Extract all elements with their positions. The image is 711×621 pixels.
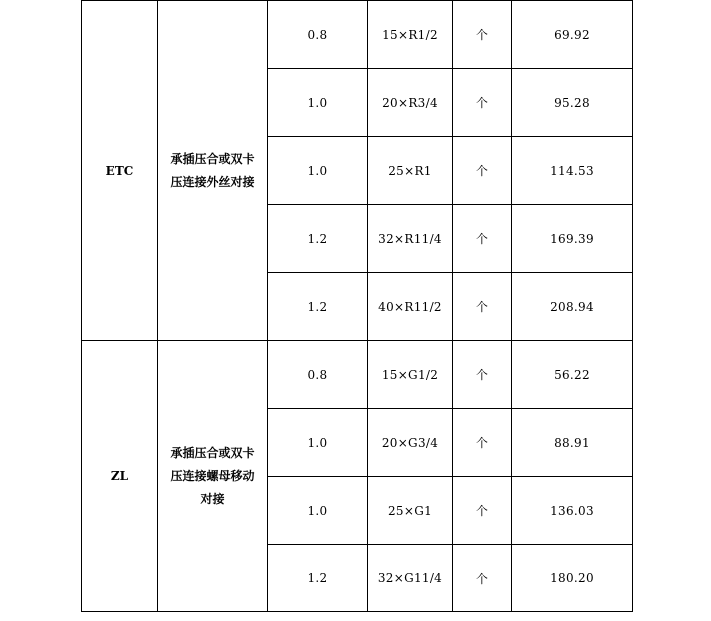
price-cell: 136.03 bbox=[512, 477, 633, 545]
price-cell: 95.28 bbox=[512, 69, 633, 137]
price-cell: 56.22 bbox=[512, 341, 633, 409]
table-row bbox=[82, 1, 633, 69]
thickness-cell: 1.0 bbox=[268, 69, 368, 137]
size-cell: 40×R11/2 bbox=[368, 273, 453, 341]
unit-cell: 个 bbox=[453, 409, 512, 477]
description-line: 对接 bbox=[200, 491, 225, 506]
thickness-cell: 1.0 bbox=[268, 409, 368, 477]
price-cell: 69.92 bbox=[512, 1, 633, 69]
thickness-cell: 1.0 bbox=[268, 137, 368, 205]
unit-cell: 个 bbox=[453, 69, 512, 137]
thickness-cell: 1.0 bbox=[268, 477, 368, 545]
description-cell bbox=[158, 341, 268, 612]
price-cell: 88.91 bbox=[512, 409, 633, 477]
thickness-cell: 1.2 bbox=[268, 205, 368, 273]
unit-cell: 个 bbox=[453, 341, 512, 409]
thickness-cell: 0.8 bbox=[268, 341, 368, 409]
price-table bbox=[81, 0, 633, 612]
unit-cell: 个 bbox=[453, 545, 512, 612]
price-cell: 180.20 bbox=[512, 545, 633, 612]
description-line: 承插压合或双卡 bbox=[170, 151, 255, 166]
size-cell: 25×G1 bbox=[368, 477, 453, 545]
size-cell: 15×G1/2 bbox=[368, 341, 453, 409]
price-cell: 208.94 bbox=[512, 273, 633, 341]
series-code-cell: ETC bbox=[82, 1, 158, 341]
size-cell: 20×G3/4 bbox=[368, 409, 453, 477]
description-line: 压连接外丝对接 bbox=[170, 174, 255, 189]
description-line: 承插压合或双卡 bbox=[170, 445, 255, 460]
series-code-cell: ZL bbox=[82, 341, 158, 612]
price-cell: 114.53 bbox=[512, 137, 633, 205]
unit-cell: 个 bbox=[453, 1, 512, 69]
thickness-cell: 1.2 bbox=[268, 545, 368, 612]
unit-cell: 个 bbox=[453, 477, 512, 545]
thickness-cell: 0.8 bbox=[268, 1, 368, 69]
description-line: 压连接螺母移动 bbox=[170, 468, 255, 483]
size-cell: 20×R3/4 bbox=[368, 69, 453, 137]
size-cell: 32×G11/4 bbox=[368, 545, 453, 612]
unit-cell: 个 bbox=[453, 273, 512, 341]
unit-cell: 个 bbox=[453, 137, 512, 205]
description-cell bbox=[158, 1, 268, 341]
price-cell: 169.39 bbox=[512, 205, 633, 273]
thickness-cell: 1.2 bbox=[268, 273, 368, 341]
unit-cell: 个 bbox=[453, 205, 512, 273]
size-cell: 25×R1 bbox=[368, 137, 453, 205]
size-cell: 32×R11/4 bbox=[368, 205, 453, 273]
size-cell: 15×R1/2 bbox=[368, 1, 453, 69]
table-row bbox=[82, 341, 633, 409]
